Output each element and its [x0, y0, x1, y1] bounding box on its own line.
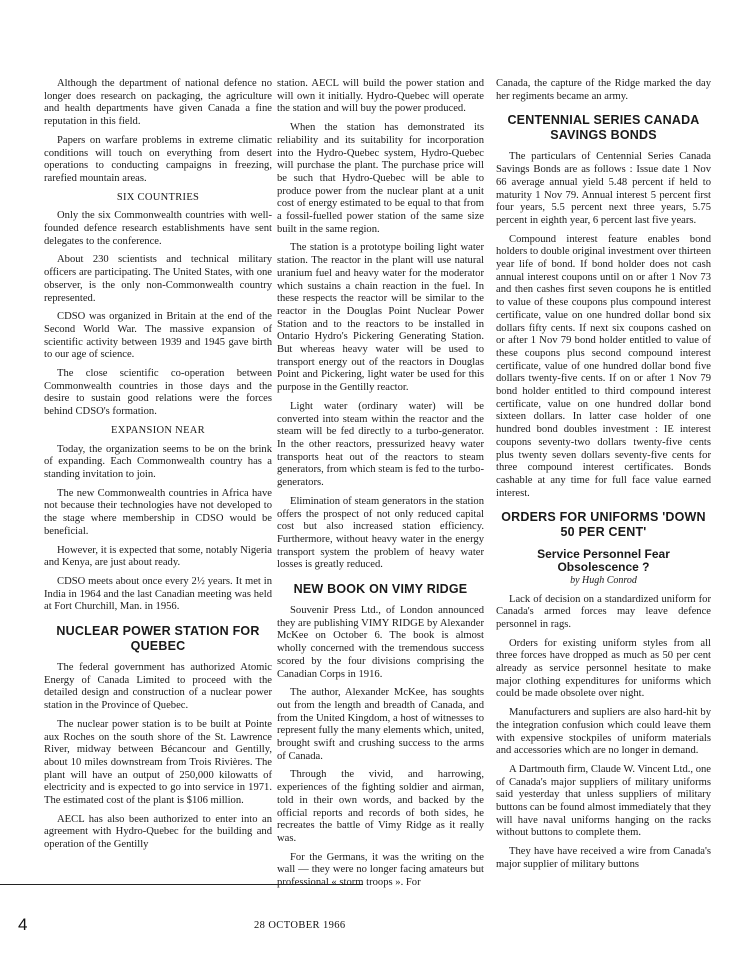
- paragraph: Today, the organization seems to be on the brink of expanding. Each Commonwealth country has a standing invitation to join.: [44, 443, 272, 480]
- paragraph: CDSO was organized in Britain at the end of the Second World War. The massive expansion of scientific activity between 1939 and 1945 gave birth to our age of science.: [44, 311, 272, 361]
- page-number: 4: [18, 915, 28, 934]
- paragraph: The author, Alexander McKee, has soughts out from the length and breadth of Canada, and from the United Kingdom, a host of witnesses to represent fully the many elements which, united, brought swift and crushing success to the arms of Canada.: [277, 687, 484, 762]
- paragraph: The nuclear power station is to be built at Pointe aux Roches on the south shore of the St. Lawrence River, midway between Bécancour and Gentilly, about 10 miles downstream from Trois Rivières. The plant will have an output of 250,000 kilowatts of electricity and is expected to go into service in 1971. The estimated cost of the plant is $106 million.: [44, 718, 272, 807]
- article-headline: CENTENNIAL SERIES CANADA SAVINGS BONDS: [507, 113, 700, 143]
- paragraph: Through the vivid, and harrowing, experiences of the fighting soldier and airman, told in their own words, and backed by the official reports and records of both sides, he recreates the battle of Vimy Ridge as it really was.: [277, 769, 484, 844]
- column-left: [44, 78, 272, 878]
- paragraph: For the Germans, it was the writing on the wall — they were no longer facing amateurs but professional « storm troops ». For: [277, 851, 484, 889]
- column-middle: [277, 78, 484, 889]
- footer-divider: [0, 884, 363, 885]
- column-right: [496, 78, 711, 878]
- byline: by Hugh Conrod: [570, 574, 637, 586]
- paragraph: station. AECL will build the power station and will own it initially. Hydro-Quebec will operate the station and will buy the power produced.: [277, 78, 484, 115]
- paragraph: About 230 scientists and technical military officers are participating. The United States, with one observer, is the only non-Commonwealth country represented.: [44, 254, 272, 304]
- paragraph: Orders for existing uniform styles from all three forces have dropped as much as 50 per cent already as service personnel hesitate to make major clothing expenditures for uniforms which could be made obsolete over night.: [496, 637, 711, 700]
- paragraph: Elimination of steam generators in the station offers the prospect of not only reduced capital cost but also increased station efficiency. Furthermore, without heavy water in the energy transport system the problem of heavy water losses is greatly reduced.: [277, 495, 484, 571]
- paragraph: Canada, the capture of the Ridge marked the day her regiments became an army.: [496, 78, 711, 102]
- article-headline: NEW BOOK ON VIMY RIDGE: [293, 582, 468, 597]
- paragraph: Papers on warfare problems in extreme climatic conditions will touch on everything from desert operations to conducting campaigns in freezing, rarefied mountain areas.: [44, 134, 272, 184]
- paragraph: AECL has also been authorized to enter into an agreement with Hydro-Quebec for the building and operation of the Gentilly: [44, 813, 272, 851]
- article-headline: ORDERS FOR UNIFORMS 'DOWN 50 PER CENT': [501, 510, 706, 540]
- paragraph: The station is a prototype boiling light water station. The reactor in the plant will use natural uranium fuel and heavy water for the moderator which sustains a chain reaction in the fuel. In these respects the reactor will be similar to the reactor in the Douglas Point Nuclear Power Station and to the reactors to be installed in Ontario Hydro's Pickering Generating Station. But whereas heavy water will be used to transport energy out of the reactors in Douglas Point and Pickering, light water be used for this purpose in the Gentilly reactor.: [277, 242, 484, 394]
- paragraph: CDSO meets about once every 2½ years. It met in India in 1964 and the last Canadian meeting was held at Fort Churchill, Man. in 1956.: [44, 575, 272, 613]
- paragraph: Light water (ordinary water) will be converted into steam within the reactor and the steam will be fed directly to a turbo-generator. In the other reactors, pressurized heavy water transports heat out of the reactors to steam generators, from which steam is fed to the turbo-generators.: [277, 400, 484, 489]
- issue-date: 28 OCTOBER 1966: [254, 920, 346, 931]
- article-subtitle: Service Personnel Fear Obsolescence ?: [537, 547, 670, 575]
- paragraph: The new Commonwealth countries in Africa have not because their technologies have not developed to the stage where membership in CDSO would be beneficial.: [44, 487, 272, 537]
- subheading: SIX COUNTRIES: [116, 191, 200, 203]
- paragraph: They have have received a wire from Canada's major supplier of military buttons: [496, 846, 711, 870]
- paragraph: Manufacturers and supliers are also hard-hit by the integration confusion which could leave them with expensive stockpiles of uniform materials and accessories which are no longer in demand.: [496, 707, 711, 757]
- paragraph: Souvenir Press Ltd., of London announced they are publishing VIMY RIDGE by Alexander McKee on October 6. The book is almost wholly concerned with the tremendous success scored by the four divisions comprising the Canadian Corps in 1916.: [277, 605, 484, 680]
- paragraph: Compound interest feature enables bond holders to double original investment over thirteen year life of bond. If bond holder does not cash annual interest coupons until on or after 1 Nov 73 and then cashes first seven coupons he is entitled to value of these coupons plus compound interest certificate, value on one hundred dollar bond six dollars fifty cents. If next six coupons cashed on or after 1 Nov 79 bond holder entitled to value of these coupons plus second compound interest certificate, value of one hundred dollar bond five dollars twenty-five cents. If on or after 1 Nov 79 bond holder entitled to third compound interest certificate, value on one hundred dollar bond sixteen dollars. In latter case holder of one hundred bond doubles investment : IE interest coupons seventy-two dollars twenty-five cents plus twenty seven dollars seventy-five cents for three compound interest certificates. Bonds cashable at any time for full face value earned interest.: [496, 233, 711, 499]
- paragraph: Only the six Commonwealth countries with well-founded defence research establishments have sent delegates to the conference.: [44, 210, 272, 247]
- paragraph: Although the department of national defence no longer does research on packaging, the agriculture and health departments have given Canada a fine reputation in this field.: [44, 78, 272, 128]
- paragraph: The close scientific co-operation between Commonwealth countries in those days and the desire to sustain good relations were the forces behind CDSO's formation.: [44, 368, 272, 418]
- subheading: EXPANSION NEAR: [111, 424, 205, 436]
- paragraph: The particulars of Centennial Series Canada Savings Bonds are as follows : Issue date 1 Nov 66 average annual yield 5.48 percent if held to maturity 1 Nov 79. Annual interest 5 percent first four years, 5.5 percent next three years, 5.75 percent in eighth year, 6 percent last five years.: [496, 151, 711, 226]
- paragraph: When the station has demonstrated its reliability and its suitability for incorporation into the Hydro-Quebec system, Hydro-Quebec will purchase the plant. The purchase price will be such that Hydro-Quebec will be able to produce power from the nuclear plant at a unit cost of energy estimated to be equal to that from a fossil-fuelled power station of the same size built in the same region.: [277, 122, 484, 235]
- paragraph: A Dartmouth firm, Claude W. Vincent Ltd., one of Canada's major suppliers of military uniforms said yesterday that unless suppliers of military buttons can be found almost immediately that they will have naval uniforms hanging on the racks without buttons to complete them.: [496, 763, 711, 839]
- paragraph: However, it is expected that some, notably Nigeria and Kenya, are just about ready.: [44, 544, 272, 569]
- paragraph: The federal government has authorized Atomic Energy of Canada Limited to proceed with the detailed design and construction of a nuclear power station in the Province of Quebec.: [44, 662, 272, 712]
- article-headline: NUCLEAR POWER STATION FOR QUEBEC: [56, 624, 260, 654]
- paragraph: Lack of decision on a standardized uniform for Canada's armed forces may leave defence personnel in rags.: [496, 593, 711, 630]
